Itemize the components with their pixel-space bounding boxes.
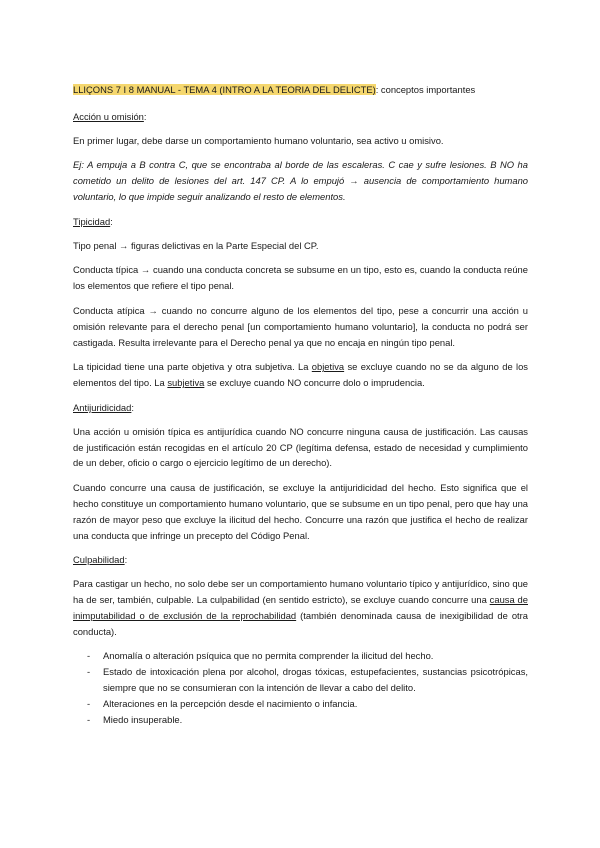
list-item: - Miedo insuperable. [87,713,183,725]
tipicidad-paragraph-3: Conducta atípica → cuando no concurre alguno de los elementos del tipo, pese a concurrir una acción u omisión relevante para el derecho penal [un comportamiento humano voluntario], la conducta no podrá ser castigada. Resulta irrelevante para el Derecho penal ya que no encaja en ningún tipo penal. [73,304,528,348]
heading-accion: Acción u omisión: [73,110,147,122]
antijuridicidad-paragraph-2: Cuando concurre una causa de justificación, se excluye la antijuridicidad del hecho. Esto significa que el hecho constituye un comportamiento humano voluntario, que se subsume en un tipo penal, pero que hay una razón de mayor peso que excluye la ilicitud del hecho. Concurre una razón que justifica el hecho de realizar una conducta que infringe un precepto del Código Penal. [73,482,528,541]
culpabilidad-list [73,648,528,727]
title-rest: : conceptos importantes [375,84,476,95]
tipicidad-paragraph-1: Tipo penal → figuras delictivas en la Parte Especial del CP. [73,239,319,251]
accion-paragraph: En primer lugar, debe darse un comportamiento humano voluntario, sea activo u omisivo. [73,134,444,146]
title-highlight: LLIÇONS 7 I 8 MANUAL - TEMA 4 (INTRO A LA TEORIA DEL DELICTE) [73,84,376,95]
list-item: - Alteraciones en la percepción desde el nacimiento o infancia. [87,697,358,709]
list-item: - Estado de intoxicación plena por alcohol, drogas tóxicas, estupefacientes, sustancias psicotrópicas, siempre que no se consumieran con la intención de llevar a cabo del delito. [87,666,528,693]
accion-example: Ej: A empuja a B contra C, que se encontraba al borde de las escaleras. C cae y sufre lesiones. B NO ha cometido un delito de lesiones del art. 147 CP. A lo empujó → ausencia de comportamiento humano voluntario, lo que impide seguir analizando el resto de elementos. [73,159,528,202]
heading-antijuridicidad: Antijuridicidad: [73,401,134,413]
document-title [73,82,528,98]
list-item: - Anomalía o alteración psíquica que no permita comprender la ilicitud del hecho. [87,650,434,662]
tipicidad-paragraph-4: La tipicidad tiene una parte objetiva y otra subjetiva. La objetiva se excluye cuando no se da alguno de los elementos del tipo. La subjetiva se excluye cuando NO concurre dolo o imprudencia. [73,361,528,389]
heading-tipicidad: Tipicidad: [73,215,113,227]
tipicidad-paragraph-2: Conducta típica → cuando una conducta concreta se subsume en un tipo, esto es, cuando la conducta reúne los elementos que refiere el tipo penal. [73,264,528,292]
heading-culpabilidad: Culpabilidad: [73,554,128,566]
culpabilidad-paragraph: Para castigar un hecho, no solo debe ser un comportamiento humano voluntario típico y antijurídico, sino que ha de ser, también, culpable. La culpabilidad (en sentido estricto), se excluye cuando concurre una causa de inimputabilidad o de exclusión de la reprochabilidad (también denominada causa de inexigibilidad de otra conducta). [73,578,528,637]
antijuridicidad-paragraph-1: Una acción u omisión típica es antijurídica cuando NO concurre ninguna causa de justificación. Las causas de justificación están recogidas en el artículo 20 CP (legítima defensa, estado de necesidad y cumplimiento de un deber, oficio o cargo o ejercicio legítimo de un derecho). [73,425,528,469]
